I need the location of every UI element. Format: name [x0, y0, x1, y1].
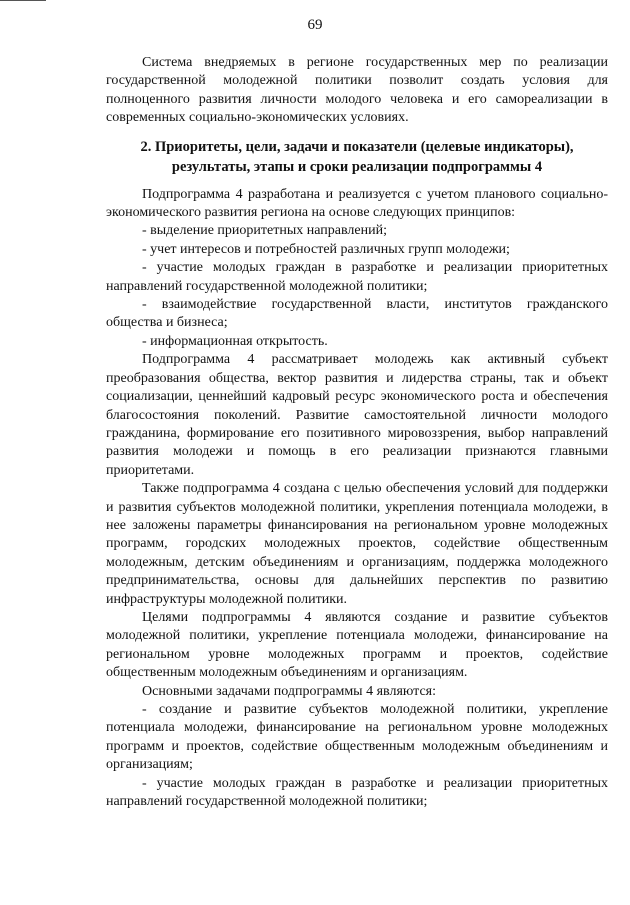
scan-corner-mark: [0, 0, 46, 1]
principles-intro: Подпрограмма 4 разработана и реализуется с учетом планового социально-экономического развития региона на основе следующих принципов:: [106, 186, 608, 221]
principle-item: - информационная открытость.: [142, 333, 328, 349]
principle-item: - выделение приоритетных направлений;: [142, 223, 387, 239]
tasks-intro: Основными задачами подпрограммы 4 являются:: [142, 683, 436, 699]
task-item: - участие молодых граждан в разработке и реализации приоритетных направлений государственной молодежной политики;: [106, 775, 608, 810]
page-number: 69: [307, 17, 323, 33]
paragraph-purpose: Также подпрограмма 4 создана с целью обеспечения условий для поддержки и развития субъектов молодежной политики, укрепления потенциала молодежи, в нее заложены параметры финансирования на региональном уровне молодежных программ, городских молодежных проектов, содействие общественным молодежным, детским объединениям и организациям, поддержка молодежного предпринимательства, основы для дальнейших перспектив по развитию инфраструктуры молодежной политики.: [106, 481, 608, 607]
section-heading-line-2: результаты, этапы и сроки реализации подпрограммы 4: [171, 158, 543, 175]
section-heading-line-1: 2. Приоритеты, цели, задачи и показатели (целевые индикаторы),: [140, 138, 574, 155]
document-body: [106, 54, 608, 811]
section-heading: [106, 137, 608, 177]
paragraph-goals: Целями подпрограммы 4 являются создание и развитие субъектов молодежной политики, укрепление потенциала молодежи, финансирование на региональном уровне молодежных программ и проектов, содействие общественным молодежным объединениям и организациям.: [106, 609, 608, 681]
task-item: - создание и развитие субъектов молодежной политики, укрепление потенциала молодежи, финансирование на региональном уровне молодежных программ и проектов, содействие общественным молодежным объединениям и организациям;: [106, 702, 608, 773]
principle-item: - участие молодых граждан в разработке и реализации приоритетных направлений государственной молодежной политики;: [106, 260, 608, 294]
paragraph-youth-subject: Подпрограмма 4 рассматривает молодежь как активный субъект преобразования общества, вектор развития и лидерства страны, так и объект социализации, ценнейший кадровый ресурс экономического роста и обеспечения благосостояния поколений. Развитие самостоятельной личности молодого гражданина, формирование его позитивного мировоззрения, выбор направлений развития молодежи и помощь в его реализации признаются главными приоритетами.: [106, 352, 608, 478]
principle-item: - взаимодействие государственной власти, институтов гражданского общества и бизнеса;: [106, 297, 608, 331]
intro-paragraph: Система внедряемых в регионе государственных мер по реализации государственной молодежной политики позволит создать условия для полноценного развития личности молодого человека и его самореализации в современных социально-экономических условиях.: [106, 55, 608, 126]
principle-item: - учет интересов и потребностей различных групп молодежи;: [142, 241, 510, 257]
